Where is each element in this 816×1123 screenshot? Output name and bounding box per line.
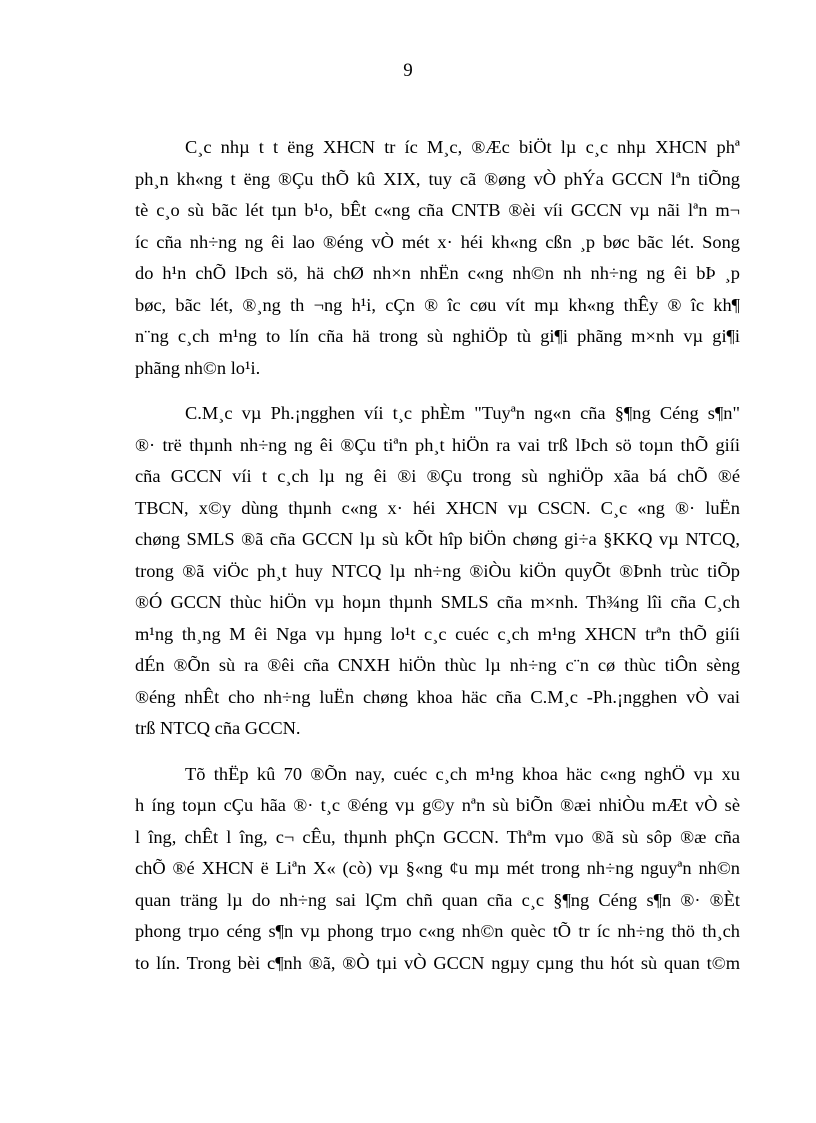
paragraph-3 [135, 759, 740, 980]
text-line: tè c¸o sù bãc lét tµn b¹o, bÊt c«ng cña CNTB ®èi víi GCCN vµ nãi lªn m¬ [135, 200, 740, 220]
text-line: phãng nh©n lo¹i. [135, 357, 261, 378]
text-line: chøng SMLS ®ã cña GCCN lµ sù kÕt hîp biÖn chøng gi÷a §KKQ vµ NTCQ, [135, 529, 740, 549]
text-line: chÕ ®é XHCN ë Liªn X« (cò) vµ §«ng ¢u mµ mét trong nh÷ng nguyªn nh©n [135, 858, 740, 878]
text-line: íc cña nh÷ng ng êi lao ®éng vÒ mét x· héi kh«ng cßn ¸p bøc bãc lét. Song [135, 231, 740, 252]
text-line: do h¹n chÕ lÞch sö, hä chØ nh×n nhËn c«ng nh©n nh nh÷ng ng êi bÞ ¸p [135, 263, 740, 283]
text-line: n¨ng c¸ch m¹ng to lín cña hä trong sù nghiÖp tù gi¶i phãng m×nh vµ gi¶i [135, 326, 740, 346]
text-line: cña GCCN víi t c¸ch lµ ng êi ®i ®Çu trong sù nghiÖp xãa bá chÕ ®é [135, 466, 740, 486]
paragraph-1 [135, 132, 740, 384]
page-number: 9 [403, 60, 413, 81]
text-line: dÉn ®Õn sù ra ®êi cña CNXH hiÖn thùc lµ nh÷ng c¨n cø thùc tiÔn sèng [135, 655, 740, 675]
text-line: C.M¸c vµ Ph.¡ngghen víi t¸c phÈm "Tuyªn ng«n cña §¶ng Céng s¶n" [185, 403, 740, 423]
text-line: h íng toµn cÇu hãa ®· t¸c ®éng vµ g©y nªn sù biÕn ®æi nhiÒu mÆt vÒ sè [135, 795, 740, 815]
text-line: phong trµo céng s¶n vµ phong trµo c«ng nh©n quèc tÕ tr íc nh÷ng thö th¸ch [135, 921, 740, 941]
text-line: ®éng nhÊt cho nh÷ng luËn chøng khoa häc cña C.M¸c -Ph.¡ngghen vÒ vai [135, 686, 740, 707]
text-line: trong ®ã viÖc ph¸t huy NTCQ lµ nh÷ng ®iÒu kiÖn quyÕt ®Þnh trùc tiÕp [135, 560, 740, 581]
text-line: ph¸n kh«ng t ëng ®Çu thÕ kû XIX, tuy cã ®øng vÒ phÝa GCCN lªn tiÕng [135, 168, 740, 189]
text-line: quan träng lµ do nh÷ng sai lÇm chñ quan cña c¸c §¶ng Céng s¶n ®· ®Èt [135, 889, 740, 910]
text-line: ®Ó GCCN thùc hiÖn vµ hoµn thµnh SMLS cña m×nh. Th¾ng lîi cña C¸ch [135, 592, 740, 612]
text-line: bøc, bãc lét, ®¸ng th ¬ng h¹i, cÇn ® îc cøu vít mµ kh«ng thÊy ® îc kh¶ [135, 294, 740, 315]
text-line: l îng, chÊt l îng, c¬ cÊu, thµnh phÇn GCCN. Thªm vµo ®ã sù sôp ®æ cña [135, 826, 740, 847]
text-line: m¹ng th¸ng M êi Nga vµ hµng lo¹t c¸c cuéc c¸ch m¹ng XHCN trªn thÕ giíi [135, 623, 740, 644]
text-line: TBCN, x©y dùng thµnh c«ng x· héi XHCN vµ CSCN. C¸c «ng ®· luËn [135, 497, 740, 518]
text-line: Tõ thËp kû 70 ®Õn nay, cuéc c¸ch m¹ng khoa häc c«ng nghÖ vµ xu [185, 763, 740, 784]
text-line: to lín. Trong bèi c¶nh ®ã, ®Ò tµi vÒ GCCN ngµy cµng thu hót sù quan t©m [135, 952, 740, 973]
text-line: trß NTCQ cña GCCN. [135, 718, 301, 738]
text-line: ®· trë thµnh nh÷ng ng êi ®Çu tiªn ph¸t hiÖn ra vai trß lÞch sö toµn thÕ giíi [135, 434, 740, 455]
body-text [135, 132, 740, 993]
paragraph-2 [135, 398, 740, 745]
text-line: C¸c nhµ t t ëng XHCN tr íc M¸c, ®Æc biÖt lµ c¸c nhµ XHCN phª [185, 137, 740, 157]
